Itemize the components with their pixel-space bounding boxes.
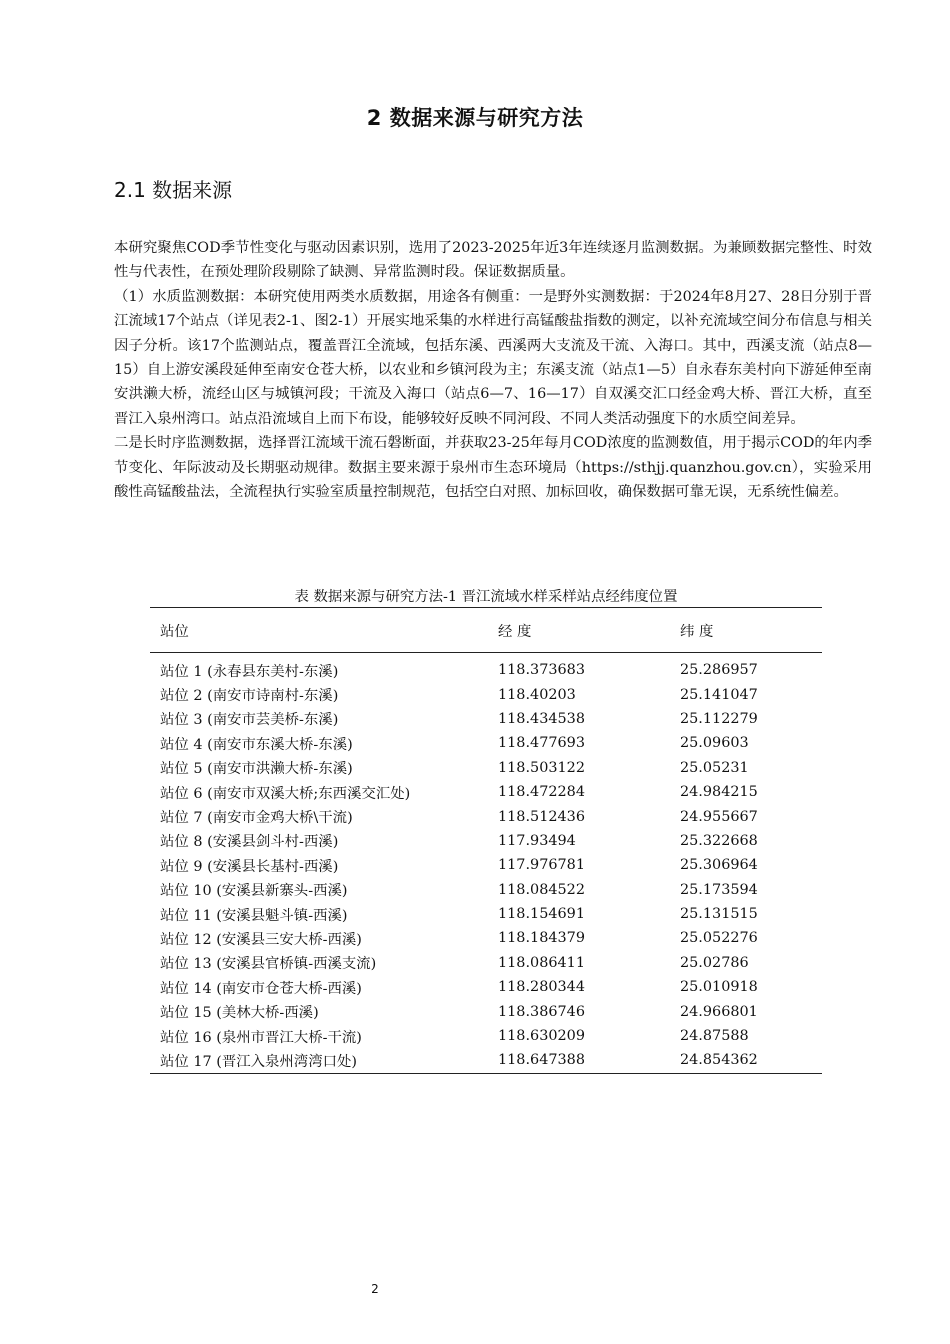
cell-longitude: 118.386746 [498, 1003, 585, 1020]
table-row [150, 878, 822, 902]
table-row [150, 902, 822, 926]
table-row [150, 829, 822, 853]
cell-latitude: 25.05231 [680, 759, 749, 776]
section-title: 2.1 数据来源 [114, 178, 233, 202]
header-station: 站位 [150, 608, 488, 653]
paragraph-long-term: 二是长时序监测数据，选择晋江流域干流石磐断面，并获取23-25年每月COD浓度的监测数值，用于揭示COD的年内季节变化、年际波动及长期驱动规律。数据主要来源于泉州市生态环境局（https://sthjj.quanzhou.gov.cn），实验采用酸性高锰酸盐法，全流程执行实验室质量控制规范，包括空白对照、加标回收，确保数据可靠无误，无系统性偏差。 [114, 435, 872, 501]
cell-longitude: 117.976781 [498, 857, 585, 874]
cell-latitude: 24.854362 [670, 1048, 822, 1073]
cell-latitude: 25.052276 [680, 930, 758, 947]
table-row [150, 682, 822, 706]
table-row [150, 731, 822, 755]
cell-latitude: 24.984215 [680, 784, 758, 801]
cell-latitude: 25.09603 [680, 735, 749, 752]
table-row [150, 853, 822, 877]
cell-longitude: 118.630209 [498, 1028, 585, 1045]
cell-station: 站位 4 (南安市东溪大桥-东溪) [160, 736, 353, 753]
cell-station: 站位 16 (泉州市晋江大桥-干流) [160, 1029, 362, 1046]
cell-latitude: 24.955667 [680, 808, 758, 825]
cell-longitude: 118.084522 [498, 881, 585, 898]
cell-longitude: 118.477693 [498, 735, 585, 752]
cell-station: 站位 7 (南安市金鸡大桥\干流) [160, 810, 353, 827]
cell-longitude: 118.503122 [498, 759, 585, 776]
cell-station: 站位 17 (晋江入泉州湾湾口处) [150, 1048, 488, 1073]
cell-station: 站位 9 (安溪县长基村-西溪) [160, 858, 339, 875]
table-row [150, 926, 822, 950]
cell-latitude: 24.966801 [680, 1003, 758, 1020]
cell-station: 站位 2 (南安市诗南村-东溪) [160, 688, 339, 705]
cell-latitude: 25.173594 [680, 881, 758, 898]
cell-longitude: 118.40203 [498, 686, 576, 703]
cell-latitude: 25.306964 [680, 857, 758, 874]
cell-station: 站位 3 (南安市芸美桥-东溪) [160, 712, 339, 729]
paragraph-intro: 本研究聚焦COD季节性变化与驱动因素识别，选用了2023-2025年近3年连续逐月监测数据。为兼顾数据完整性、时效性与代表性，在预处理阶段剔除了缺测、异常监测时段。保证数据质量。 [114, 240, 872, 281]
table-row [150, 707, 822, 731]
station-table [150, 607, 822, 1074]
cell-station: 站位 5 (南安市洪濑大桥-东溪) [160, 761, 353, 778]
cell-longitude: 118.472284 [498, 784, 585, 801]
header-latitude: 纬 度 [670, 608, 822, 653]
table-row [150, 975, 822, 999]
cell-station: 站位 13 (安溪县官桥镇-西溪支流) [160, 956, 377, 973]
body-text [114, 236, 872, 504]
table-row [150, 951, 822, 975]
cell-latitude: 25.131515 [680, 906, 758, 923]
cell-longitude: 118.086411 [498, 954, 585, 971]
table-row [150, 999, 822, 1023]
cell-longitude: 118.647388 [488, 1048, 670, 1073]
cell-latitude: 25.02786 [680, 954, 749, 971]
cell-station: 站位 8 (安溪县剑斗村-西溪) [160, 834, 339, 851]
cell-station: 站位 1 (永春县东美村-东溪) [160, 663, 339, 680]
cell-longitude: 118.512436 [498, 808, 585, 825]
chapter-title: 2 数据来源与研究方法 [366, 106, 584, 130]
cell-station: 站位 14 (南安市仓苍大桥-西溪) [160, 980, 362, 997]
cell-longitude: 118.434538 [498, 710, 585, 727]
page-number: 2 [371, 1282, 379, 1296]
cell-latitude: 25.112279 [680, 710, 758, 727]
cell-station: 站位 12 (安溪县三安大桥-西溪) [160, 931, 362, 948]
table-row [150, 804, 822, 828]
cell-latitude: 24.87588 [680, 1028, 749, 1045]
table-row [150, 756, 822, 780]
cell-station: 站位 15 (美林大桥-西溪) [160, 1005, 319, 1022]
cell-longitude: 118.373683 [498, 662, 585, 679]
cell-station: 站位 11 (安溪县魁斗镇-西溪) [160, 907, 348, 924]
paragraph-water-quality: （1）水质监测数据：本研究使用两类水质数据，用途各有侧重：一是野外实测数据：于2024年8月27、28日分别于晋江流域17个站点（详见表2-1、图2-1）开展实地采集的水样进行高锰酸盐指数的测定，以补充流域空间分布信息与相关因子分析。该17个监测站点，覆盖晋江全流域，包括东溪、西溪两大支流及干流、入海口。其中，西溪支流（站点8—15）自上游安溪段延伸至南安仓苍大桥，以农业和乡镇河段为主；东溪支流（站点1—5）自永春东美村向下游延伸至南安洪濑大桥，流经山区与城镇河段；干流及入海口（站点6—7、16—17）自双溪交汇口经金鸡大桥、晋江大桥，直至晋江入泉州湾口。站点沿流域自上而下布设，能够较好反映不同河段、不同人类活动强度下的水质空间差异。 [114, 288, 872, 427]
cell-longitude: 118.154691 [498, 906, 585, 923]
table-caption: 表 数据来源与研究方法-1 晋江流域水样采样站点经纬度位置 [294, 589, 678, 605]
table-header-row [150, 608, 822, 653]
table-row [150, 1024, 822, 1048]
cell-latitude: 25.141047 [680, 686, 758, 703]
cell-latitude: 25.322668 [680, 832, 758, 849]
table-row [150, 653, 822, 683]
cell-station: 站位 10 (安溪县新寨头-西溪) [160, 883, 348, 900]
table-body [150, 653, 822, 1074]
table-row [150, 1048, 822, 1073]
cell-station: 站位 6 (南安市双溪大桥;东西溪交汇处) [160, 785, 411, 802]
cell-latitude: 25.286957 [680, 662, 758, 679]
table-row [150, 780, 822, 804]
cell-longitude: 117.93494 [498, 832, 576, 849]
cell-longitude: 118.280344 [498, 979, 585, 996]
cell-latitude: 25.010918 [680, 979, 758, 996]
cell-longitude: 118.184379 [498, 930, 585, 947]
header-longitude: 经 度 [488, 608, 670, 653]
